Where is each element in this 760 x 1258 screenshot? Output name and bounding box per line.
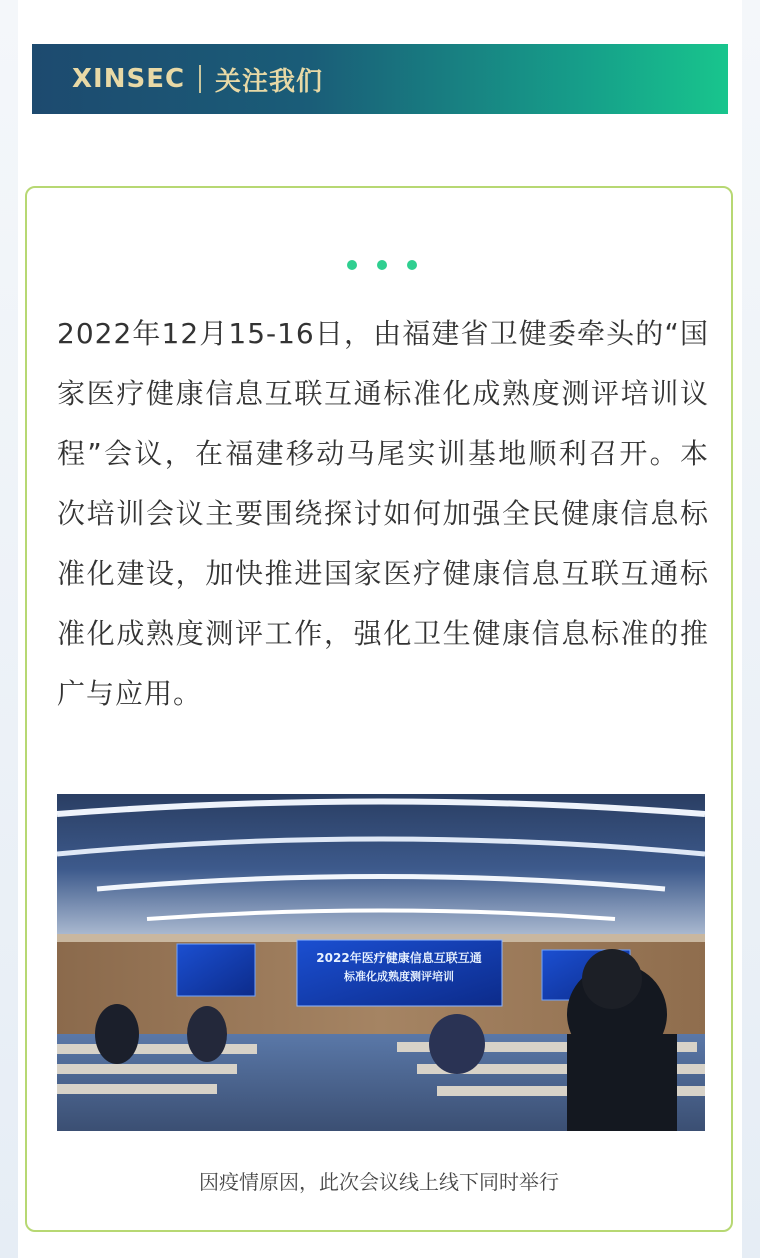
photo-caption: 因疫情原因，此次会议线上线下同时举行 (199, 1170, 559, 1194)
banner-title (72, 61, 323, 98)
banner-divider (199, 65, 201, 93)
dot-icon (407, 260, 417, 270)
article-card (25, 186, 733, 1232)
screen-subline: 标准化成熟度测评培训 (344, 970, 454, 983)
dot-icon (377, 260, 387, 270)
conference-photo (57, 794, 705, 1131)
article-paragraph: 2022年12月15-16日，由福建省卫健委牵头的“国家医疗健康信息互联互通标准化成熟度测评培训议程”会议，在福建移动马尾实训基地顺利召开。本次培训会议主要围绕探讨如何加强全民健康信息标准化建设，加快推进国家医疗健康信息互联互通标准化成熟度测评工作，强化卫生健康信息标准的推广与应用。 (57, 317, 709, 710)
header-banner (32, 44, 728, 114)
follow-us-label: 关注我们 (215, 66, 324, 97)
dot-icon (347, 260, 357, 270)
screen-headline: 2022年医疗健康信息互联互通 (316, 951, 482, 965)
decorative-dots (347, 260, 417, 270)
brand-name: XINSEC (72, 64, 186, 94)
